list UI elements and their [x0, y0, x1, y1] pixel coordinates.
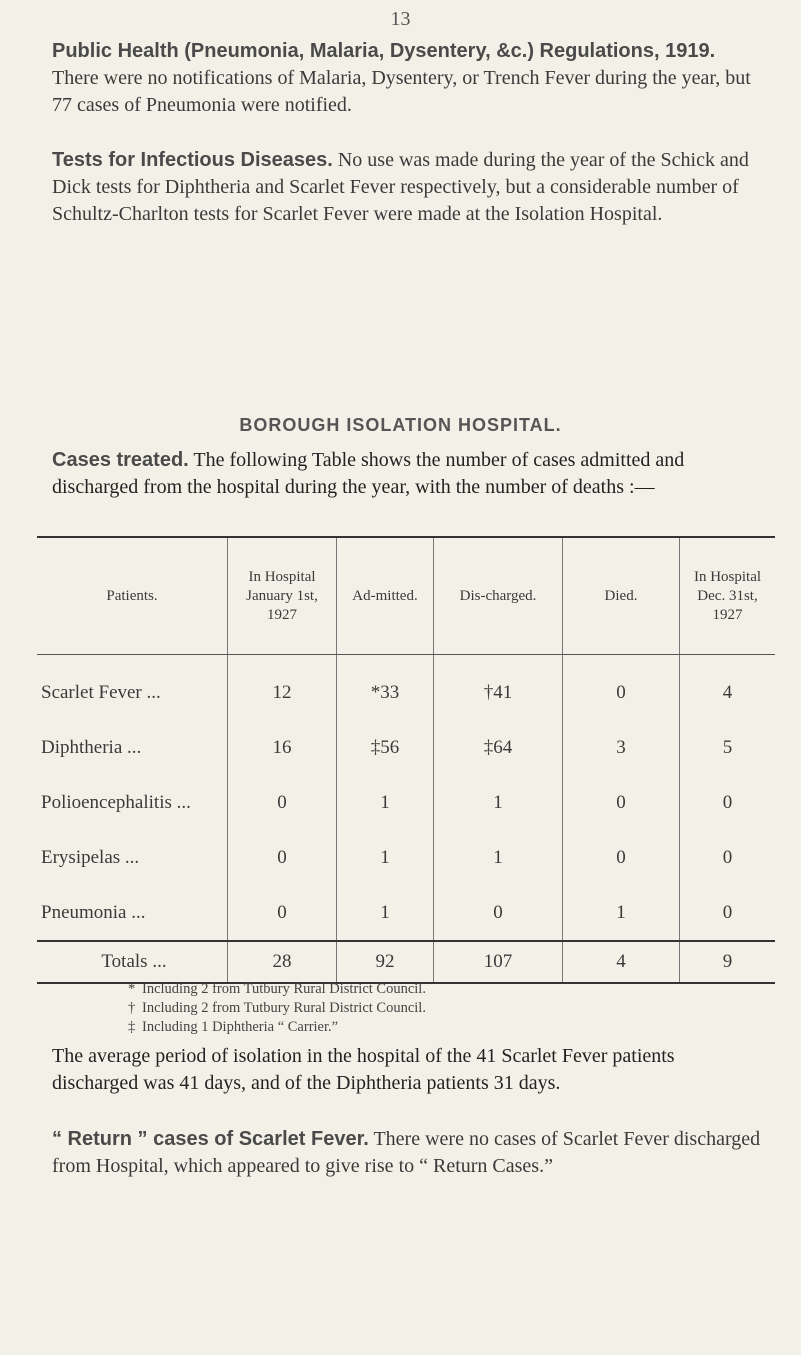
cell: 0	[228, 830, 337, 885]
row-label: Erysipelas ...	[41, 846, 140, 868]
cell: 16	[228, 720, 337, 775]
text-infectious-tests: No use was made during the year of the Schick and Dick tests for Diphtheria and Scarlet Fever respectively, but a considerable number of Schultz-Charlton tests for Scarlet Fever were made at the Isolation Hospital.	[52, 149, 749, 225]
footnote	[128, 980, 728, 999]
table-row	[37, 655, 775, 721]
table-row	[37, 885, 775, 941]
page-number: 13	[390, 8, 411, 30]
cell: †41	[434, 655, 563, 721]
table-header-row	[37, 537, 775, 655]
cell: *33	[337, 655, 434, 721]
footnote	[128, 1018, 728, 1037]
footnote-mark: ‡	[128, 1019, 136, 1035]
section-title: BOROUGH ISOLATION HOSPITAL.	[239, 415, 562, 435]
row-label: Polioencephalitis ...	[41, 791, 191, 813]
table-row	[37, 830, 775, 885]
cell: 1	[434, 830, 563, 885]
text-pneumonia-regulations: There were no notifications of Malaria, Dysentery, or Trench Fever during the year, but 77 cases of Pneumonia were notified.	[52, 67, 751, 116]
heading-cases-treated: Cases treated.	[52, 449, 189, 471]
footnote-text: Including 2 from Tutbury Rural District Council.	[142, 1000, 426, 1016]
total-cell: 92	[337, 941, 434, 983]
cell: ‡56	[337, 720, 434, 775]
paragraph-infectious-tests	[52, 147, 762, 228]
header-in-hospital-jan: In Hospital January 1st, 1927	[228, 537, 337, 655]
cell: 5	[680, 720, 776, 775]
text-return-cases: There were no cases of Scarlet Fever discharged from Hospital, which appeared to give rise to “ Return Cases.”	[52, 1128, 761, 1177]
heading-return-cases: “ Return ” cases of Scarlet Fever.	[52, 1128, 369, 1150]
cell: 1	[563, 885, 680, 941]
paragraph-cases-treated	[52, 447, 762, 501]
cell: 0	[680, 830, 776, 885]
text-isolation-period: The average period of isolation in the hospital of the 41 Scarlet Fever patients discharged was 41 days, and of the Diphtheria patients 31 days.	[52, 1045, 675, 1094]
footnote-mark: †	[128, 1000, 136, 1016]
totals-label: Totals ...	[37, 941, 228, 983]
footnote	[128, 999, 728, 1018]
header-admitted: Ad-mitted.	[337, 537, 434, 655]
cell: 1	[337, 830, 434, 885]
row-label: Scarlet Fever ...	[41, 681, 161, 703]
paragraph-return-cases	[52, 1126, 762, 1180]
footnotes	[128, 980, 728, 1037]
cell: 1	[337, 885, 434, 941]
table-row	[37, 720, 775, 775]
total-cell: 9	[680, 941, 776, 983]
table-row	[37, 775, 775, 830]
cell: 0	[563, 830, 680, 885]
cell: 0	[434, 885, 563, 941]
header-discharged: Dis-charged.	[434, 537, 563, 655]
cell: 4	[680, 655, 776, 721]
cell: 1	[337, 775, 434, 830]
cell: 0	[563, 775, 680, 830]
paragraph-pneumonia-regulations	[52, 38, 762, 119]
row-label: Diphtheria ...	[41, 736, 142, 758]
cell: 0	[228, 885, 337, 941]
footnote-text: Including 2 from Tutbury Rural District Council.	[142, 981, 426, 997]
heading-pneumonia-regulations: Public Health (Pneumonia, Malaria, Dysentery, &c.) Regulations, 1919.	[52, 40, 716, 62]
cell: 0	[680, 885, 776, 941]
cell: 0	[563, 655, 680, 721]
total-cell: 107	[434, 941, 563, 983]
cell: 0	[228, 775, 337, 830]
totals-row	[37, 941, 775, 983]
paragraph-isolation-period	[52, 1043, 762, 1097]
header-died: Died.	[563, 537, 680, 655]
footnote-mark: *	[128, 981, 136, 997]
cell: 0	[680, 775, 776, 830]
total-cell: 28	[228, 941, 337, 983]
row-label: Pneumonia ...	[41, 901, 146, 923]
total-cell: 4	[563, 941, 680, 983]
cell: 3	[563, 720, 680, 775]
cases-table	[37, 536, 775, 984]
text-cases-treated: The following Table shows the number of cases admitted and discharged from the hospital during the year, with the number of deaths :—	[52, 449, 685, 498]
cell: ‡64	[434, 720, 563, 775]
header-in-hospital-dec: In Hospital Dec. 31st, 1927	[680, 537, 776, 655]
header-patients: Patients.	[37, 537, 228, 655]
footnote-text: Including 1 Diphtheria “ Carrier.”	[142, 1019, 339, 1035]
cell: 1	[434, 775, 563, 830]
heading-infectious-tests: Tests for Infectious Diseases.	[52, 149, 333, 171]
cell: 12	[228, 655, 337, 721]
